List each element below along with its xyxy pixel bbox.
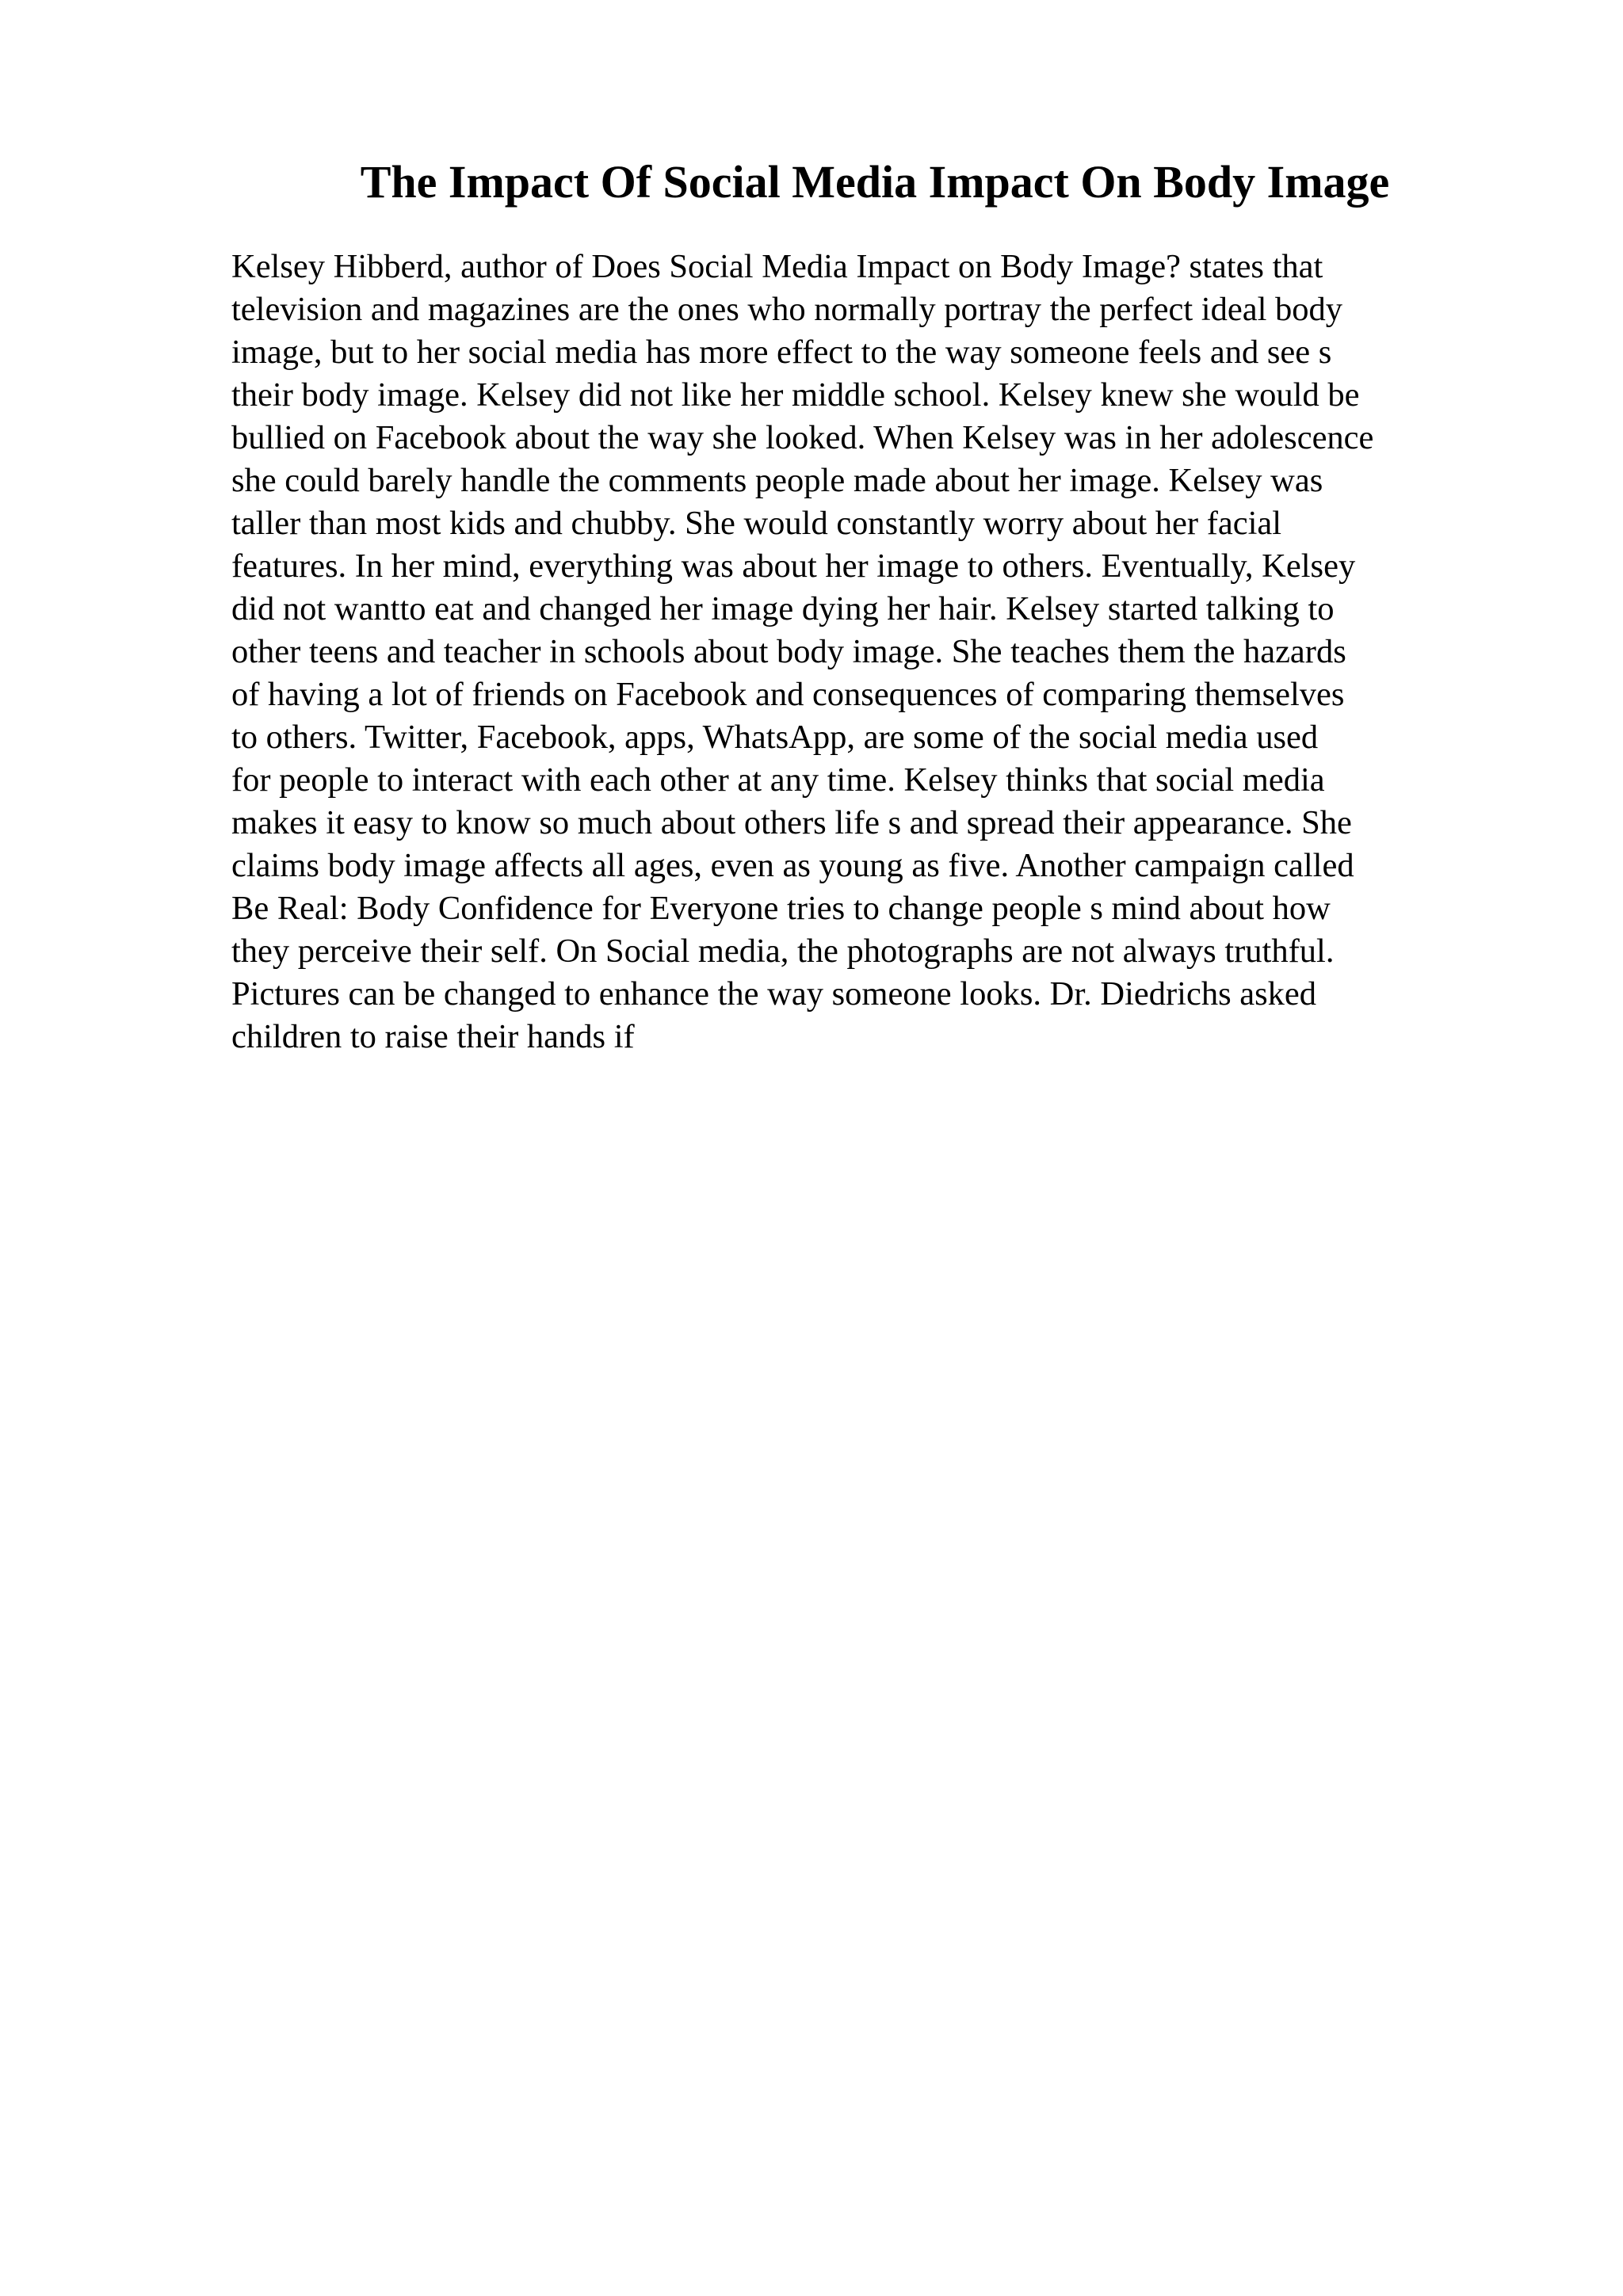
paragraph-line: features. In her mind, everything was about her image to others. Eventually, Kelsey — [231, 547, 1356, 585]
paragraph-line: television and magazines are the ones who normally portray the perfect ideal body — [231, 291, 1343, 328]
paragraph-line: Kelsey Hibberd, author of Does Social Media Impact on Body Image? states that — [231, 248, 1323, 285]
body-paragraph — [231, 246, 1515, 1058]
paragraph-line: Be Real: Body Confidence for Everyone tries to change people s mind about how — [231, 890, 1331, 927]
paragraph-line: their body image. Kelsey did not like her middle school. Kelsey knew she would be — [231, 376, 1360, 414]
paragraph-line: Pictures can be changed to enhance the way someone looks. Dr. Diedrichs asked — [231, 975, 1317, 1013]
paragraph-line: for people to interact with each other at any time. Kelsey thinks that social media — [231, 761, 1325, 799]
paragraph-line: children to raise their hands if — [231, 1018, 635, 1055]
paragraph-line: they perceive their self. On Social media, the photographs are not always truthful. — [231, 933, 1335, 970]
paragraph-line: she could barely handle the comments people made about her image. Kelsey was — [231, 462, 1323, 499]
paragraph-line: claims body image affects all ages, even as young as five. Another campaign called — [231, 847, 1354, 884]
paragraph-line: to others. Twitter, Facebook, apps, WhatsApp, are some of the social media used — [231, 719, 1319, 756]
paragraph-line: other teens and teacher in schools about body image. She teaches them the hazards — [231, 633, 1346, 670]
document-title: The Impact Of Social Media Impact On Body Image — [360, 156, 1390, 208]
paragraph-line: makes it easy to know so much about others life s and spread their appearance. She — [231, 804, 1352, 841]
paragraph-line: image, but to her social media has more effect to the way someone feels and see s — [231, 334, 1332, 371]
paragraph-line: of having a lot of friends on Facebook and consequences of comparing themselves — [231, 676, 1345, 713]
paragraph-line: bullied on Facebook about the way she looked. When Kelsey was in her adolescence — [231, 419, 1374, 456]
paragraph-line: did not wantto eat and changed her image dying her hair. Kelsey started talking to — [231, 590, 1335, 627]
paragraph-line: taller than most kids and chubby. She would constantly worry about her facial — [231, 505, 1282, 542]
